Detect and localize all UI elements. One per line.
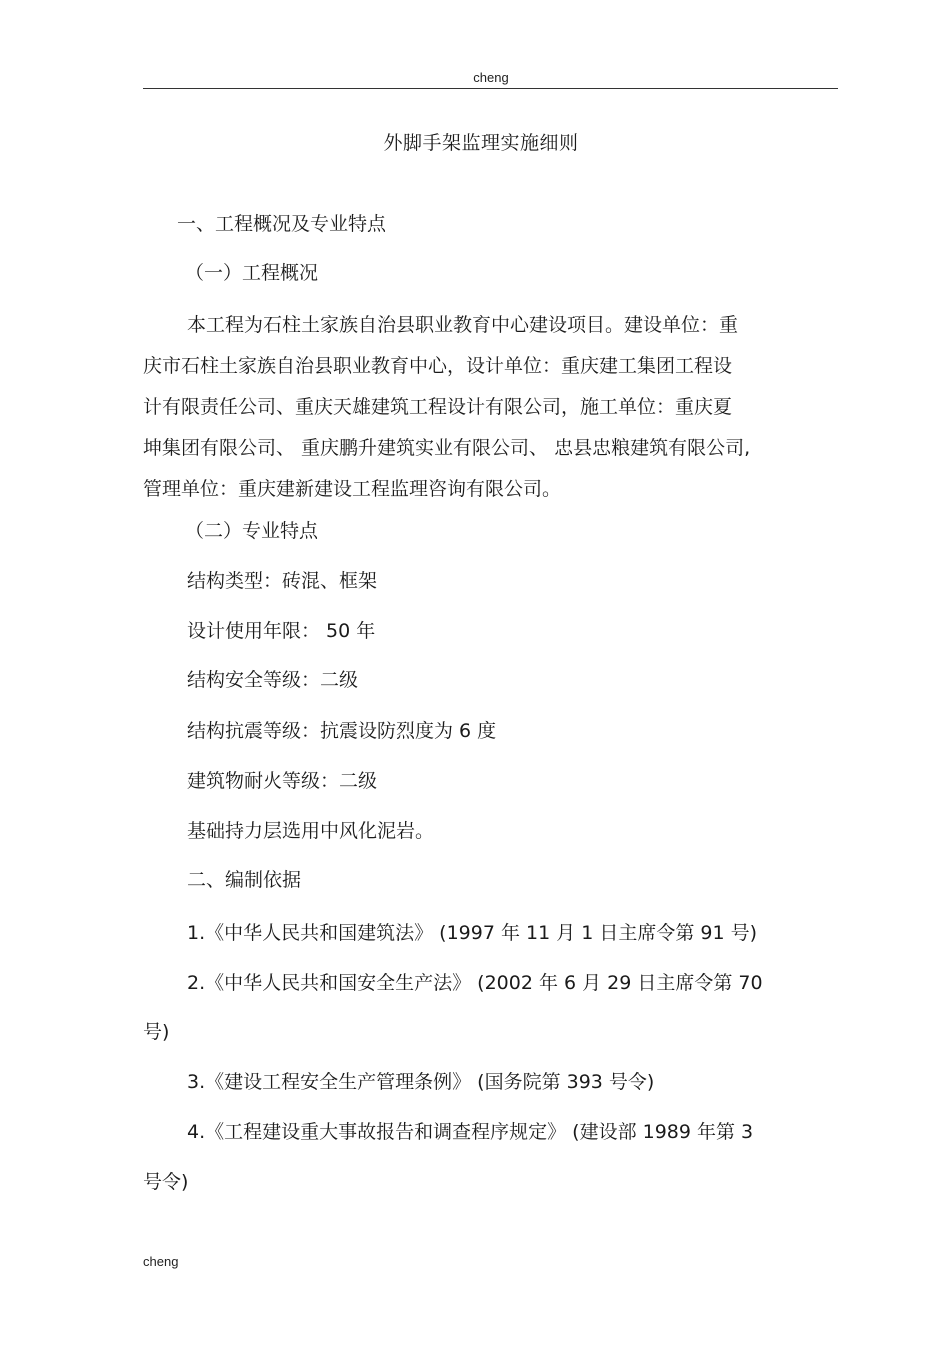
feature-item: 结构安全等级：二级: [187, 669, 359, 691]
feature-item: 基础持力层选用中风化泥岩。: [187, 820, 435, 842]
section-2-heading: 二、编制依据: [187, 869, 302, 891]
feature-item: 设计使用年限： 50 年: [187, 620, 376, 642]
section-1-subheading-1: （一）工程概况: [185, 262, 319, 284]
feature-item: 结构类型：砖混、框架: [187, 570, 378, 592]
reference-item: 1.《中华人民共和国建筑法》 (1997 年 11 月 1 日主席令第 91 号): [187, 922, 758, 944]
reference-item: 2.《中华人民共和国安全生产法》 (2002 年 6 月 29 日主席令第 70: [187, 972, 763, 994]
header-divider: [143, 88, 838, 89]
paragraph-line: 管理单位：重庆建新建设工程监理咨询有限公司。: [143, 478, 562, 500]
paragraph-line: 计有限责任公司、重庆天雄建筑工程设计有限公司，施工单位：重庆夏: [143, 396, 733, 418]
paragraph-line: 庆市石柱土家族自治县职业教育中心，设计单位：重庆建工集团工程设: [143, 355, 733, 377]
reference-item-continuation: 号): [143, 1021, 170, 1043]
reference-item: 3.《建设工程安全生产管理条例》 (国务院第 393 号令): [187, 1071, 655, 1093]
reference-item-continuation: 号令): [143, 1171, 189, 1193]
feature-item: 结构抗震等级：抗震设防烈度为 6 度: [187, 720, 497, 742]
document-title: 外脚手架监理实施细则: [383, 132, 579, 154]
section-1-heading: 一、工程概况及专业特点: [177, 213, 387, 235]
page-footer: cheng: [143, 1254, 179, 1269]
paragraph-line: 坤集团有限公司、 重庆鹏升建筑实业有限公司、 忠县忠粮建筑有限公司,: [143, 437, 751, 459]
section-1-subheading-2: （二）专业特点: [185, 520, 319, 542]
feature-item: 建筑物耐火等级：二级: [187, 770, 378, 792]
paragraph-line: 本工程为石柱土家族自治县职业教育中心建设项目。建设单位：重: [187, 314, 739, 336]
page-header: cheng: [473, 70, 509, 85]
reference-item: 4.《工程建设重大事故报告和调查程序规定》 (建设部 1989 年第 3: [187, 1121, 754, 1143]
